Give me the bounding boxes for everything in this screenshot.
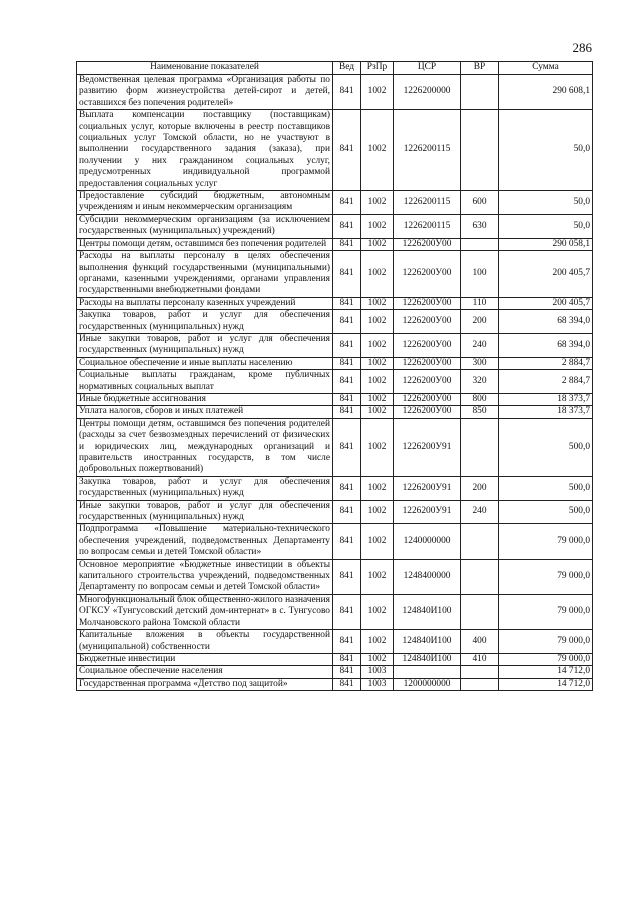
row-name: Подпрограмма «Повышение материально-технического обеспечения учреждений, подведомственных Департаменту по вопросам семьи и детей Томской области» — [77, 524, 333, 559]
row-sum: 50,0 — [499, 110, 593, 191]
row-name: Центры помощи детям, оставшимся без попечения родителей (расходы за счет безвозмездных перечислений от физических и юридических лиц, международных организаций и правительств иностранных государств, в том числе добровольных пожертвований) — [77, 418, 333, 476]
row-vr: 410 — [461, 653, 499, 665]
row-sum: 50,0 — [499, 214, 593, 238]
row-sum: 500,0 — [499, 476, 593, 500]
row-rzpr: 1002 — [361, 191, 394, 215]
table-row — [77, 110, 593, 191]
row-ved: 841 — [333, 476, 361, 500]
row-name: Бюджетные инвестиции — [77, 653, 333, 665]
row-vr: 850 — [461, 406, 499, 418]
row-rzpr: 1002 — [361, 333, 394, 357]
table-body — [77, 75, 593, 691]
table-row — [77, 476, 593, 500]
row-csr: 124840И100 — [394, 630, 461, 654]
row-ved: 841 — [333, 653, 361, 665]
row-rzpr: 1002 — [361, 297, 394, 309]
row-ved: 841 — [333, 418, 361, 476]
row-vr: 320 — [461, 370, 499, 394]
row-csr: 1240000000 — [394, 524, 461, 559]
row-name: Уплата налогов, сборов и иных платежей — [77, 406, 333, 418]
row-name: Закупка товаров, работ и услуг для обеспечения государственных (муниципальных) нужд — [77, 310, 333, 334]
table-row — [77, 406, 593, 418]
row-csr — [394, 666, 461, 678]
table-row — [77, 393, 593, 405]
row-rzpr: 1002 — [361, 500, 394, 524]
row-ved: 841 — [333, 500, 361, 524]
row-vr: 110 — [461, 297, 499, 309]
row-csr: 1226200У00 — [394, 393, 461, 405]
row-name: Социальное обеспечение и иные выплаты населению — [77, 357, 333, 369]
row-rzpr: 1002 — [361, 653, 394, 665]
table-row — [77, 310, 593, 334]
row-name: Предоставление субсидий бюджетным, автономным учреждениям и иным некоммерческим организациям — [77, 191, 333, 215]
row-sum: 18 373,7 — [499, 393, 593, 405]
row-name: Расходы на выплаты персоналу казенных учреждений — [77, 297, 333, 309]
row-ved: 841 — [333, 297, 361, 309]
row-ved: 841 — [333, 310, 361, 334]
row-sum: 50,0 — [499, 191, 593, 215]
row-csr: 1226200У00 — [394, 357, 461, 369]
row-ved: 841 — [333, 357, 361, 369]
row-name: Выплата компенсации поставщику (поставщикам) социальных услуг, которые включены в реестр поставщиков социальных услуг Томской области, но не участвуют в выполнении государственного задания (заказа), при получении у них гражданином социальных услуг, предусмотренных индивидуальной программой предоставления социальных услуг — [77, 110, 333, 191]
row-csr: 1226200У00 — [394, 251, 461, 298]
row-rzpr: 1003 — [361, 666, 394, 678]
row-csr: 1226200У91 — [394, 418, 461, 476]
header-sum: Сумма — [499, 62, 593, 75]
table-header-row — [77, 62, 593, 75]
row-ved: 841 — [333, 251, 361, 298]
table-row — [77, 500, 593, 524]
row-vr: 200 — [461, 310, 499, 334]
header-name: Наименование показателей — [77, 62, 333, 75]
row-ved: 841 — [333, 393, 361, 405]
row-vr: 240 — [461, 500, 499, 524]
row-vr — [461, 678, 499, 690]
row-csr: 124840И100 — [394, 594, 461, 629]
row-name: Иные бюджетные ассигнования — [77, 393, 333, 405]
row-sum: 79 000,0 — [499, 653, 593, 665]
row-rzpr: 1002 — [361, 214, 394, 238]
row-name: Капитальные вложения в объекты государственной (муниципальной) собственности — [77, 630, 333, 654]
row-vr: 600 — [461, 191, 499, 215]
row-name: Иные закупки товаров, работ и услуг для обеспечения государственных (муниципальных) нужд — [77, 500, 333, 524]
header-rzpr: РзПр — [361, 62, 394, 75]
row-rzpr: 1002 — [361, 110, 394, 191]
row-ved: 841 — [333, 238, 361, 250]
row-vr — [461, 559, 499, 594]
row-ved: 841 — [333, 370, 361, 394]
row-vr: 100 — [461, 251, 499, 298]
row-sum: 68 394,0 — [499, 333, 593, 357]
row-sum: 500,0 — [499, 500, 593, 524]
row-vr — [461, 418, 499, 476]
row-csr: 1226200115 — [394, 191, 461, 215]
table-row — [77, 333, 593, 357]
row-vr: 200 — [461, 476, 499, 500]
row-rzpr: 1002 — [361, 75, 394, 110]
row-sum: 2 884,7 — [499, 357, 593, 369]
table-row — [77, 630, 593, 654]
row-csr: 1226200У91 — [394, 500, 461, 524]
row-rzpr: 1002 — [361, 370, 394, 394]
row-rzpr: 1002 — [361, 594, 394, 629]
row-rzpr: 1002 — [361, 406, 394, 418]
row-name: Центры помощи детям, оставшимся без попечения родителей — [77, 238, 333, 250]
row-name: Государственная программа «Детство под защитой» — [77, 678, 333, 690]
budget-table — [76, 61, 593, 691]
row-ved: 841 — [333, 75, 361, 110]
row-name: Социальные выплаты гражданам, кроме публичных нормативных социальных выплат — [77, 370, 333, 394]
row-sum: 14 712,0 — [499, 678, 593, 690]
table-row — [77, 297, 593, 309]
row-name: Расходы на выплаты персоналу в целях обеспечения выполнения функций государственными (муниципальными) органами, казенными учреждениями, органами управления государственными внебюджетными фондами — [77, 251, 333, 298]
row-ved: 841 — [333, 524, 361, 559]
table-row — [77, 524, 593, 559]
row-sum: 79 000,0 — [499, 524, 593, 559]
row-name: Основное мероприятие «Бюджетные инвестиции в объекты капитального строительства учреждений, подведомственных Департаменту по вопросам семьи и детей Томской области» — [77, 559, 333, 594]
row-sum: 2 884,7 — [499, 370, 593, 394]
table-row — [77, 357, 593, 369]
row-rzpr: 1002 — [361, 310, 394, 334]
header-csr: ЦСР — [394, 62, 461, 75]
row-ved: 841 — [333, 666, 361, 678]
row-sum: 200 405,7 — [499, 251, 593, 298]
row-vr — [461, 110, 499, 191]
row-sum: 290 058,1 — [499, 238, 593, 250]
table-row — [77, 559, 593, 594]
table-row — [77, 75, 593, 110]
row-vr: 800 — [461, 393, 499, 405]
page-number: 286 — [572, 40, 592, 55]
row-rzpr: 1002 — [361, 357, 394, 369]
row-sum: 79 000,0 — [499, 594, 593, 629]
row-csr: 1226200У00 — [394, 406, 461, 418]
row-sum: 18 373,7 — [499, 406, 593, 418]
row-rzpr: 1002 — [361, 251, 394, 298]
row-rzpr: 1002 — [361, 238, 394, 250]
row-ved: 841 — [333, 559, 361, 594]
row-csr: 124840И100 — [394, 653, 461, 665]
row-rzpr: 1002 — [361, 476, 394, 500]
table-row — [77, 653, 593, 665]
row-csr: 1226200115 — [394, 110, 461, 191]
table-row — [77, 418, 593, 476]
row-ved: 841 — [333, 333, 361, 357]
table-row — [77, 678, 593, 690]
header-ved: Вед — [333, 62, 361, 75]
row-vr — [461, 238, 499, 250]
row-csr: 1226200У00 — [394, 310, 461, 334]
row-name: Иные закупки товаров, работ и услуг для обеспечения государственных (муниципальных) нужд — [77, 333, 333, 357]
row-vr — [461, 666, 499, 678]
row-sum: 290 608,1 — [499, 75, 593, 110]
row-ved: 841 — [333, 594, 361, 629]
row-ved: 841 — [333, 191, 361, 215]
row-ved: 841 — [333, 110, 361, 191]
row-name: Закупка товаров, работ и услуг для обеспечения государственных (муниципальных) нужд — [77, 476, 333, 500]
table-row — [77, 666, 593, 678]
table-row — [77, 238, 593, 250]
row-rzpr: 1002 — [361, 630, 394, 654]
row-rzpr: 1002 — [361, 524, 394, 559]
row-sum: 68 394,0 — [499, 310, 593, 334]
row-name: Ведомственная целевая программа «Организация работы по развитию форм жизнеустройства детей-сирот и детей, оставшихся без попечения родителей» — [77, 75, 333, 110]
table-row — [77, 251, 593, 298]
row-rzpr: 1002 — [361, 418, 394, 476]
row-vr: 300 — [461, 357, 499, 369]
row-csr: 1226200У00 — [394, 238, 461, 250]
row-name: Субсидии некоммерческим организациям (за исключением государственных (муниципальных) учреждений) — [77, 214, 333, 238]
row-csr: 1226200000 — [394, 75, 461, 110]
row-vr: 400 — [461, 630, 499, 654]
row-sum: 500,0 — [499, 418, 593, 476]
row-vr — [461, 75, 499, 110]
table-row — [77, 191, 593, 215]
row-csr: 1248400000 — [394, 559, 461, 594]
row-rzpr: 1002 — [361, 559, 394, 594]
row-csr: 1226200У00 — [394, 297, 461, 309]
row-ved: 841 — [333, 678, 361, 690]
row-vr — [461, 594, 499, 629]
row-vr — [461, 524, 499, 559]
row-vr: 240 — [461, 333, 499, 357]
row-csr: 1200000000 — [394, 678, 461, 690]
row-csr: 1226200У91 — [394, 476, 461, 500]
row-sum: 79 000,0 — [499, 630, 593, 654]
row-sum: 79 000,0 — [499, 559, 593, 594]
row-ved: 841 — [333, 406, 361, 418]
row-rzpr: 1002 — [361, 393, 394, 405]
row-csr: 1226200У00 — [394, 333, 461, 357]
row-ved: 841 — [333, 214, 361, 238]
table-row — [77, 370, 593, 394]
row-rzpr: 1003 — [361, 678, 394, 690]
row-csr: 1226200У00 — [394, 370, 461, 394]
row-ved: 841 — [333, 630, 361, 654]
header-vr: ВР — [461, 62, 499, 75]
row-name: Многофункциональный блок общественно-жилого назначения ОГКСУ «Тунгусовский детский дом-интернат» в с. Тунгусово Молчановского района Томской области — [77, 594, 333, 629]
row-name: Социальное обеспечение населения — [77, 666, 333, 678]
table-row — [77, 214, 593, 238]
row-csr: 1226200115 — [394, 214, 461, 238]
row-vr: 630 — [461, 214, 499, 238]
row-sum: 14 712,0 — [499, 666, 593, 678]
row-sum: 200 405,7 — [499, 297, 593, 309]
table-row — [77, 594, 593, 629]
